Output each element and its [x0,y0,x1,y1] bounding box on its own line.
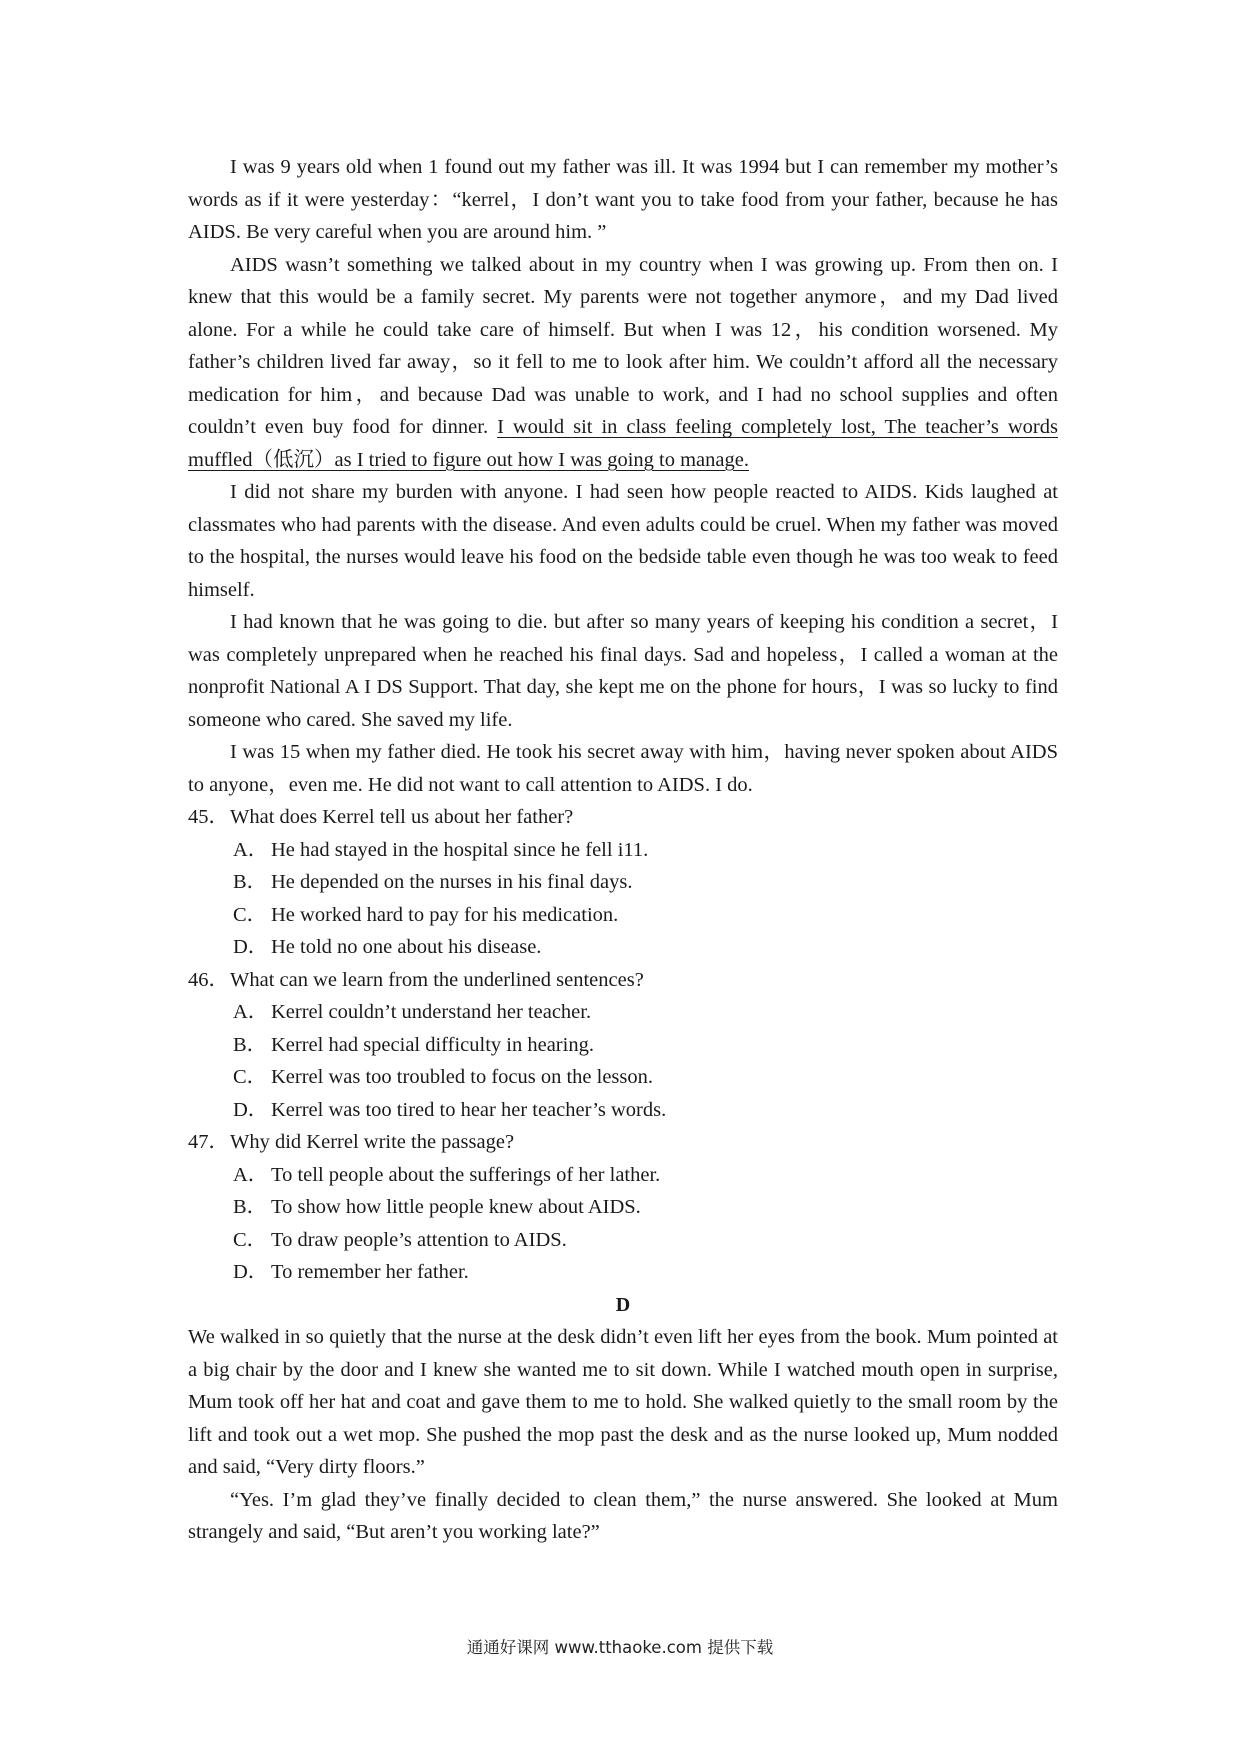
question-text: What does Kerrel tell us about her father? [230,806,574,828]
option-letter: A． [233,1163,269,1186]
option-c [188,1061,1058,1094]
option-text: To remember her father. [271,1261,469,1283]
option-text: To draw people’s attention to AIDS. [271,1228,567,1251]
option-text: He worked hard to pay for his medication. [271,903,619,926]
option-a [188,996,1058,1029]
option-text: He depended on the nurses in his final days. [271,871,633,893]
option-text: Kerrel couldn’t understand her teacher. [271,1001,592,1023]
option-letter: A． [233,1001,269,1023]
passage-c-paragraph-4: I had known that he was going to die. but after so many years of keeping his condition a secret，I was completely unprepared when he reached his final days. Sad and hopeless，I called a woman at the nonprofit National A I DS Support. That day, she kept me on the phone for hours，I was so lucky to find someone who cared. She saved my life. [188,611,1058,731]
option-text: Kerrel was too troubled to focus on the lesson. [271,1066,654,1088]
passage-c-paragraph-1: I was 9 years old when 1 found out my father was ill. It was 1994 but I can remember my mother’s words as if it were yesterday：“kerrel，I don’t want you to take food from your father, because he has AIDS. Be very careful when you are around him. ” [188,156,1058,243]
question-text: Why did Kerrel write the passage? [230,1131,515,1153]
option-b [188,1191,1058,1224]
option-letter: D． [233,936,269,958]
page-content [188,151,1058,1549]
option-d [188,931,1058,964]
passage-c-paragraph-5: I was 15 when my father died. He took his secret away with him，having never spoken about AIDS to anyone，even me. He did not want to call attention to AIDS. I do. [188,741,1058,796]
option-text: He told no one about his disease. [271,936,542,958]
option-c [188,1224,1058,1257]
option-b [188,1029,1058,1062]
option-letter: B． [233,1196,268,1218]
option-text: He had stayed in the hospital since he fell i11. [271,838,649,861]
option-letter: B． [233,871,268,893]
option-d [188,1094,1058,1127]
passage-c-paragraph-2-text: AIDS wasn’t something we talked about in my country when I was growing up. From then on. I knew that this would be a family secret. My parents were not together anymore，and my Dad lived alone. For a while he could take care of himself. But when I was 12，his condition worsened. My father’s children lived far away，so it fell to me to look after him. We couldn’t afford all the necessary medication for him，and because Dad was unable to work, and I had no school supplies and often couldn’t even buy food for dinner. [188,253,1058,438]
option-text: To tell people about the sufferings of her lather. [271,1163,661,1186]
option-b [188,866,1058,899]
option-letter: A． [233,838,269,861]
passage-c-paragraph-3: I did not share my burden with anyone. I had seen how people reacted to AIDS. Kids laughed at classmates who had parents with the disease. And even adults could be cruel. When my father was moved to the hospital, the nurses would leave his food on the bedside table even though he was too weak to feed himself. [188,481,1058,601]
option-a [188,1159,1058,1192]
question-number: 47． [188,1131,229,1153]
option-a [188,834,1058,867]
question-stem [188,801,1058,834]
option-text: Kerrel had special difficulty in hearing. [271,1033,594,1056]
option-d [188,1256,1058,1289]
page-footer: 通通好课网 www.tthaoke.com 提供下载 [466,1638,774,1657]
option-c [188,899,1058,932]
passage-d-paragraph-2: “Yes. I’m glad they’ve finally decided to clean them,” the nurse answered. She looked at Mum strangely and said, “But aren’t you working late?” [188,1488,1058,1543]
option-letter: C． [233,903,268,926]
option-letter: B． [233,1033,268,1056]
option-text: To show how little people knew about AIDS. [271,1196,641,1218]
question-45 [188,801,1058,964]
option-letter: D． [233,1261,269,1283]
question-number: 45． [188,806,229,828]
passage-c-paragraph-2 [188,249,1058,477]
question-text: What can we learn from the underlined sentences? [230,968,644,991]
question-stem [188,964,1058,997]
question-46 [188,964,1058,1127]
option-text: Kerrel was too tired to hear her teacher’s words. [271,1098,667,1121]
section-heading-d: D [615,1293,631,1316]
question-stem [188,1126,1058,1159]
passage-d-paragraph-1: We walked in so quietly that the nurse at the desk didn’t even lift her eyes from the book. Mum pointed at a big chair by the door and I knew she wanted me to sit down. While I watched mouth open in surprise, Mum took off her hat and coat and gave them to me to hold. She walked quietly to the small room by the lift and took out a wet mop. She pushed the mop past the desk and as the nurse looked up, Mum nodded and said, “Very dirty floors.” [188,1326,1058,1478]
option-letter: D． [233,1098,269,1121]
underlined-sentences: I would sit in class feeling completely lost, The teacher’s words muffled（低沉）as I tried to figure out how I was going to manage. [188,416,1058,471]
question-number: 46． [188,968,229,991]
option-letter: C． [233,1228,268,1251]
question-47 [188,1126,1058,1289]
option-letter: C． [233,1066,268,1088]
